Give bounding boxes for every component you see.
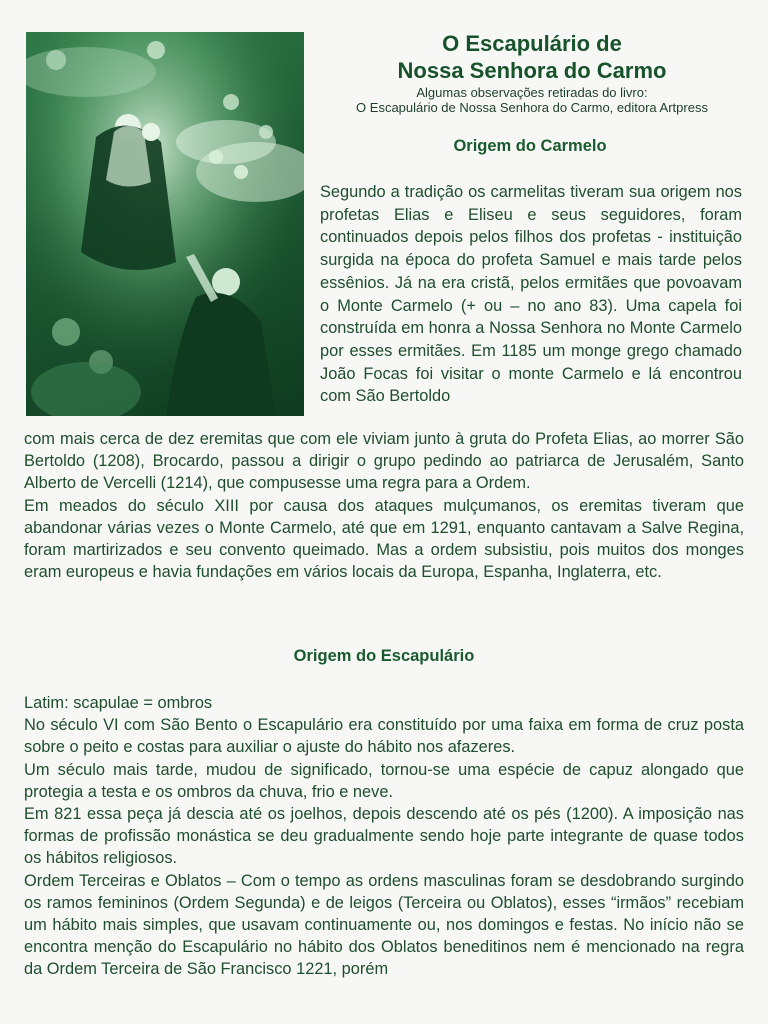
virgin-and-saint-illustration [26, 32, 304, 416]
title-line-2: Nossa Senhora do Carmo [397, 58, 667, 83]
paragraph-escapulario-5: Ordem Terceiras e Oblatos – Com o tempo as ordens masculinas foram se desdobrando surgindo os ramos femininos (Ordem Segunda) e de leigos (Terceira ou Oblatos), esses “irmãos” recebiam um hábito mais simples, que usavam continuamente ou, nos domingos e festas. No início não se encontra menção do Escapulário no hábito dos Oblatos beneditinos nem é mencionado na regra da Ordem Terceira de São Francisco 1221, porém [24, 871, 744, 979]
paragraph-escapulario-1: Latim: scapulae = ombros [24, 694, 213, 712]
paragraph-escapulario [24, 692, 744, 981]
paragraph-carmelo-full-1: com mais cerca de dez eremitas que com ele viviam junto à gruta do Profeta Elias, ao morrer São Bertoldo (1208), Brocardo, passou a dirigir o grupo pedindo ao patriarca de Jerusalém, Santo Alberto de Vercelli (1214), que compusesse uma regra para a Ordem. [24, 430, 744, 493]
section-title-origem-escapulario: Origem do Escapulário [293, 647, 475, 665]
religious-illustration [26, 32, 304, 416]
title-line-1: O Escapulário de [442, 31, 622, 56]
paragraph-carmelo-side [320, 181, 742, 408]
paragraph-carmelo-side-text: Segundo a tradição os carmelitas tiveram sua origem nos profetas Elias e Eliseu e seus seguidores, foram continuados depois pelos filhos dos profetas - instituição surgida na época do profeta Samuel e mais tarde pelos essênios. Já na era cristã, pelos ermitães que povoavam o Monte Carmelo (+ ou – no ano 83). Uma capela foi construída em honra a Nossa Senhora no Monte Carmelo por esses ermitães. Em 1185 um monge grego chamado João Focas foi visitar o monte Carmelo e lá encontrou com São Bertoldo [320, 183, 742, 406]
paragraph-escapulario-2: No século VI com São Bento o Escapulário era constituído por uma faixa em forma de cruz posta sobre o peito e costas para auxiliar o ajuste do hábito nos afazeres. [24, 716, 744, 757]
subtitle-line-2: O Escapulário de Nossa Senhora do Carmo, editora Artpress [356, 100, 708, 115]
paragraph-escapulario-4: Em 821 essa peça já descia até os joelhos, depois descendo até os pés (1200). A imposição nas formas de profissão monástica se deu gradualmente sendo hoje parte integrante de quase todos os hábitos religiosos. [24, 805, 744, 868]
paragraph-escapulario-3: Um século mais tarde, mudou de significado, tornou-se uma espécie de capuz alongado que protegia a testa e os ombros da chuva, frio e neve. [24, 760, 744, 801]
document-header [306, 30, 758, 115]
subtitle-line-1: Algumas observações retiradas do livro: [416, 85, 648, 100]
section-title-origem-carmelo: Origem do Carmelo [453, 137, 607, 155]
paragraph-carmelo-full [24, 428, 744, 583]
paragraph-carmelo-full-2: Em meados do século XIII por causa dos ataques mulçumanos, os eremitas tiveram que abandonar várias vezes o Monte Carmelo, até que em 1291, enquanto cantavam a Salve Regina, foram martirizados e seu convento queimado. Mas a ordem subsistiu, pois muitos dos monges eram europeus e havia fundações em vários locais da Europa, Espanha, Inglaterra, etc. [24, 496, 744, 582]
